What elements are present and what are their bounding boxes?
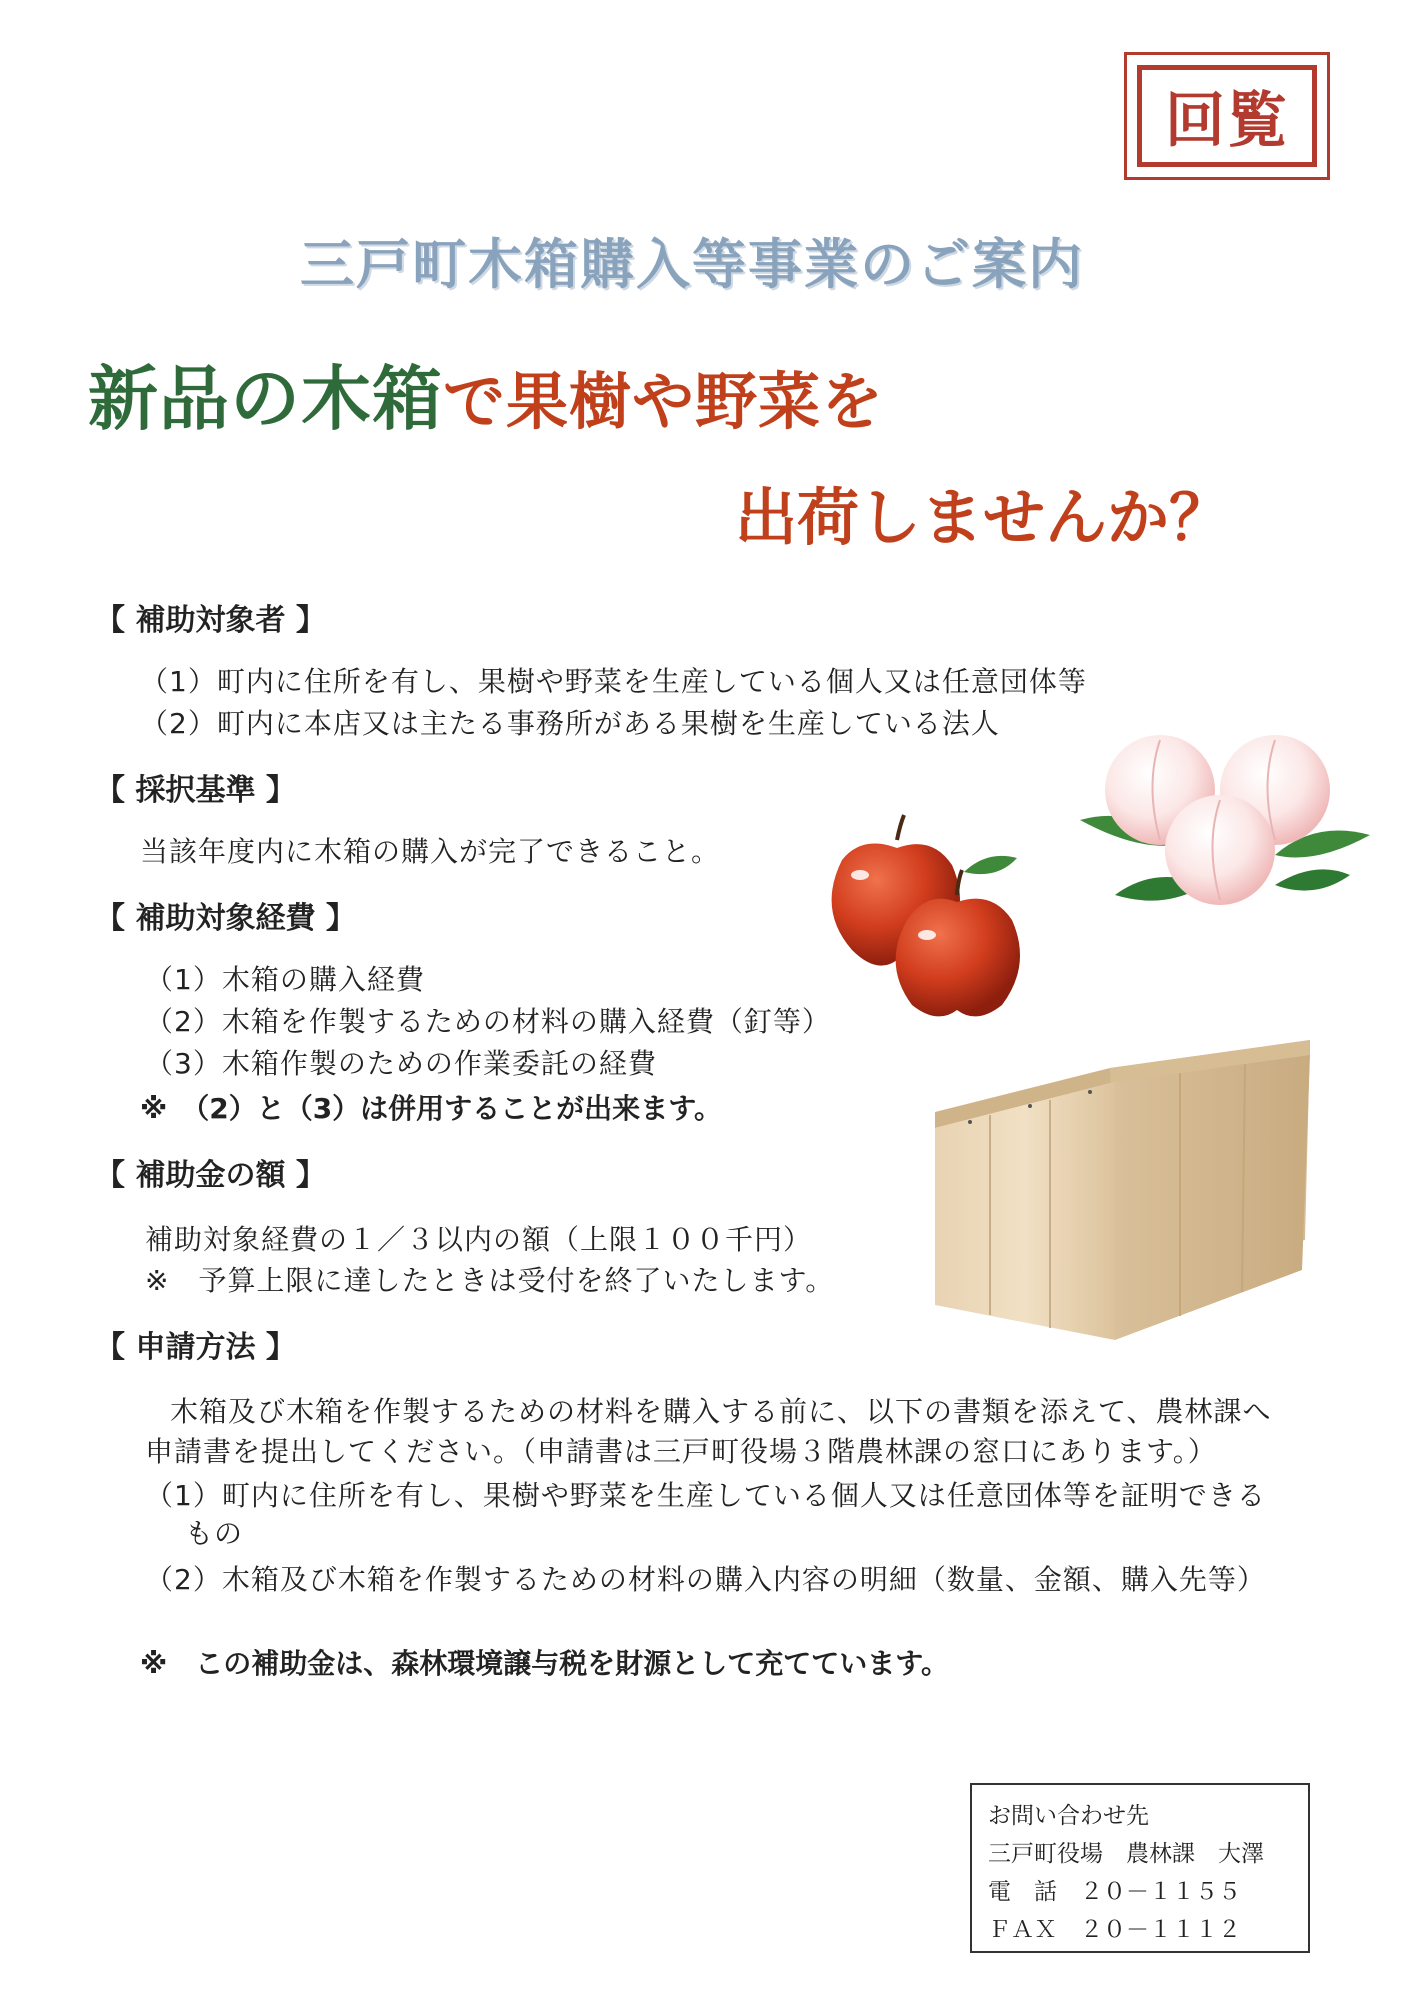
- contact-box: [970, 1783, 1310, 1953]
- expense-note: ※ （2）と（3）は併用することが出来ます。: [140, 1092, 722, 1125]
- apple-image: [812, 810, 1052, 1025]
- contact-label: お問い合わせ先: [988, 1803, 1149, 1829]
- headline-red-text: で果樹や野菜を: [443, 365, 885, 438]
- apply-line-1: 木箱及び木箱を作製するための材料を購入する前に、以下の書類を添えて、農林課へ: [170, 1395, 1272, 1428]
- section-heading-target: 【 補助対象者 】: [95, 603, 326, 638]
- peach-image: [1075, 725, 1375, 925]
- expense-item-1: （1）木箱の購入経費: [145, 963, 425, 996]
- contact-fax: ＦＡＸ ２０－１１１２: [988, 1917, 1241, 1943]
- funding-footnote: ※ この補助金は、森林環境譲与税を財源として充てています。: [140, 1647, 949, 1680]
- headline-line-1: [88, 343, 884, 444]
- section-heading-amount: 【 補助金の額 】: [95, 1158, 326, 1193]
- criteria-text: 当該年度内に木箱の購入が完了できること。: [140, 835, 721, 868]
- headline-line-2: 出荷しませんか？: [735, 481, 1232, 554]
- headline-green-text: 新品の木箱: [88, 358, 443, 440]
- section-heading-apply: 【 申請方法 】: [95, 1330, 296, 1365]
- amount-note: ※ 予算上限に達したときは受付を終了いたします。: [145, 1264, 835, 1297]
- stamp-text: 回覧: [1137, 65, 1317, 167]
- circulation-stamp: [1124, 52, 1330, 180]
- contact-phone: 電 話 ２０－１１５５: [988, 1879, 1241, 1905]
- page-subtitle: 三戸町木箱購入等事業のご案内: [300, 233, 1084, 296]
- wooden-box-image: [930, 1040, 1310, 1360]
- section-heading-expenses: 【 補助対象経費 】: [95, 901, 356, 936]
- contact-office: 三戸町役場 農林課 大澤: [988, 1841, 1264, 1867]
- target-item-2: （2）町内に本店又は主たる事務所がある果樹を生産している法人: [140, 707, 1000, 740]
- apply-line-4: もの: [185, 1517, 244, 1550]
- target-item-1: （1）町内に住所を有し、果樹や野菜を生産している個人又は任意団体等: [140, 665, 1087, 698]
- apply-line-5: （2）木箱及び木箱を作製するための材料の購入内容の明細（数量、金額、購入先等）: [145, 1563, 1266, 1596]
- section-heading-criteria: 【 採択基準 】: [95, 773, 296, 808]
- apply-line-3: （1）町内に住所を有し、果樹や野菜を生産している個人又は任意団体等を証明できる: [145, 1479, 1266, 1512]
- expense-item-2: （2）木箱を作製するための材料の購入経費（釘等）: [145, 1005, 831, 1038]
- apply-line-2: 申請書を提出してください。（申請書は三戸町役場３階農林課の窓口にあります。）: [145, 1435, 1217, 1468]
- expense-item-3: （3）木箱作製のための作業委託の経費: [145, 1047, 657, 1080]
- amount-text: 補助対象経費の１／３以内の額（上限１００千円）: [145, 1223, 813, 1256]
